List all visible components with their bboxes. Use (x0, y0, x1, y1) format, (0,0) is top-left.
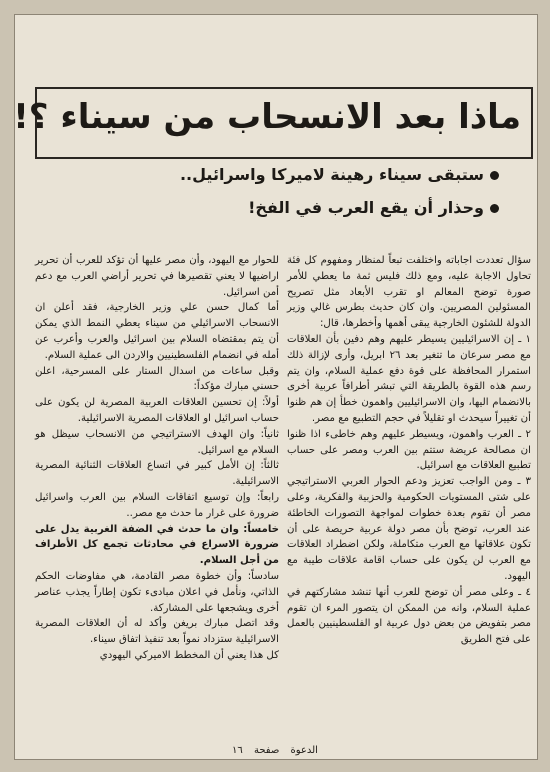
paragraph: أما كمال حسن علي وزير الخارجية، فقد أعلن ان الانسحاب الاسرائيلي من سيناء يعطي النمط الذي يمكن أن يتم بمقتضاه السلام بين اسرائيل والعرب وأعرب عن أمله في انضمام الفلسطينيين والاردن الى عملية السلام. (35, 302, 279, 361)
paragraph: وقد اتصل مبارك بريغن وأكد له أن العلاقات المصرية الاسرائيلية ستزداد نمواً بعد تنفيذ اتفاق سيناء. (35, 618, 279, 646)
page-label: صفحة (253, 745, 280, 756)
paragraph: ثانياً: وان الهدف الاستراتيجي من الانسحاب سيظل هو السلام مع اسرائيل. (35, 428, 279, 456)
paragraph: للحوار مع اليهود، وأن مصر عليها أن تؤكد للعرب أن تحرير اراضيها لا يعني تقصيرها في تحرير أراضي العرب مع دعم أمن اسرائيل. (35, 255, 279, 298)
bullet-icon (490, 204, 499, 213)
magazine-page (14, 14, 538, 760)
paragraph: ٣ ـ ومن الواجب تعزيز ودعم الحوار العربي الاستراتيجي على شتى المستويات الحكومية والحزبية والفكرية، وعلى مصر أن تقوم بعدة خطوات لمواجهة التصورات الخاطئة عند العرب، توضح بأن مصر دولة عربية حريصة على أن تكون علاقاتها مع العرب متكاملة، ولكن اضطراد العلاقات مع العرب لن يكون على حساب اقامة علاقات طيبة مع اليهود. (287, 476, 531, 582)
paragraph: سادساً: وأن خطوة مصر القادمة، هي مفاوضات الحكم الذاتي، ونأمل في اعلان مبادىء تكون إطاراً يجذب عناصر أخرى ويشجعها على المشاركة. (35, 570, 279, 614)
page-title: ماذا بعد الانسحاب من سيناء ؟! (13, 97, 521, 137)
paragraph: ٢ ـ العرب واهمون، ويسيطر عليهم وهم خاطىء اذا ظنوا ان مصالحة عريضة ستتم بين العرب ومصر على حساب تطبيع العلاقات مع اسرائيل. (287, 428, 531, 472)
subtitle-text: وحذار أن يقع العرب في الفخ! (248, 198, 484, 217)
title-frame (13, 87, 533, 159)
subtitles (79, 165, 499, 231)
subtitle-text: ستبقى سيناء رهينة لاميركا واسرائيل.. (179, 165, 484, 184)
paragraph: ثالثاً: إن الأمل كبير في اتساع العلاقات الثنائية المصرية الاسرائيلية. (35, 460, 279, 488)
subtitle-1 (79, 165, 499, 184)
page-footer (35, 745, 515, 756)
magazine-name: الدعوة (290, 745, 318, 756)
article-column-right (287, 253, 531, 648)
paragraph: سؤال تعددت اجاباته واختلفت تبعاً لمنظار ومفهوم كل فئة تحاول الاجابة عليه، ومع ذلك فليس ثمة ما يعطي للأمر صورة توضح المعالم او تقرب الأبعاد مثل تصريح المسئولين المصريين. وان كان حديث بطرس غالي وزير الدولة للشئون الخارجية يبقى أهمها وأخطرها، قال: (287, 255, 531, 330)
paragraph: ١ ـ إن الاسرائيليين يسيطر عليهم وهم دفين بأن العلاقات مع مصر سرعان ما تتغير بعد ٢٦ ابريل، وأرى لإزالة ذلك استمرار المحافظة على قوة دفع عملية السلام، وان يتم رسم هذه القوة بالطريقة التي تبشر أطرافاً عربية أخرى بالانضمام اليها، وان الاسرائيليين واهمون خطأ إن هم ظنوا أن تغييراً سيحدث او تقليلاً في حجم التطبيع مع مصر. (287, 333, 531, 424)
article-column-left (35, 253, 279, 664)
paragraph: ٤ ـ وعلى مصر أن توضح للعرب أنها تنشد مشاركتهم في عملية السلام، وانه من الممكن ان يتصور المرء ان تقوم مصر بتفويض من بعض دول عربية او الفلسطينيين بالعمل على فتح الطريق (287, 586, 531, 646)
paragraph: وقبل ساعات من اسدال الستار على المسرحية، اعلن حسني مبارك مؤكداً: (35, 365, 279, 393)
subtitle-2 (79, 198, 499, 217)
bullet-icon (490, 171, 499, 180)
page-number: ١٦ (232, 745, 243, 756)
paragraph: كل هذا يعني أن المخطط الاميركي اليهودي (99, 649, 279, 661)
paragraph: رابعاً: وإن توسيع اتفاقات السلام بين العرب واسرائيل ضرورة على غرار ما حدث مع مصر.. (35, 491, 279, 519)
paragraph: أولاً: إن تحسين العلاقات العربية المصرية لن يكون على حساب اسرائيل او العلاقات المصرية الاسرائيلية. (35, 397, 279, 424)
paragraph: خامساً: وان ما حدث في الضفة الغربية يدل على ضرورة الاسراع في محادثات تجمع كل الأطراف من أجل السلام. (35, 523, 279, 567)
